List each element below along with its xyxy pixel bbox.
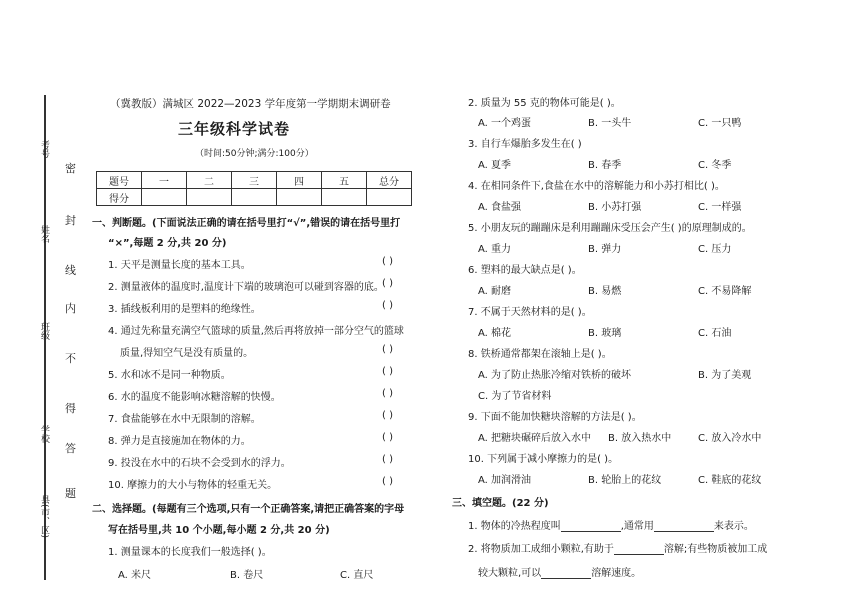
- seal-char: 题: [65, 487, 76, 500]
- mc-option[interactable]: A. 夏季: [478, 160, 512, 171]
- tf-item: 4. 通过先称量充满空气篮球的质量,然后再将放掉一部分空气的篮球: [108, 326, 404, 337]
- fill-text: 溶解;有些物质被加工成: [663, 544, 768, 555]
- section1-heading: 一、判断题。(下面说法正确的请在括号里打“√”,错误的请在括号里打: [92, 218, 401, 229]
- mc-question: 8. 铁桥通常都架在滚轴上是( )。: [468, 349, 612, 360]
- mc-option[interactable]: C. 直尺: [340, 570, 374, 581]
- name-label: 姓名: [39, 225, 49, 243]
- mc-question: 1. 测量课本的长度我们一般选择( )。: [108, 547, 272, 558]
- mc-option[interactable]: A. 为了防止热胀冷缩对铁桥的破坏: [478, 370, 632, 381]
- mc-question: 7. 不属于天然材料的是( )。: [468, 307, 592, 318]
- mc-option[interactable]: A. 食盐强: [478, 202, 522, 213]
- fill-text: 溶解速度。: [591, 568, 642, 579]
- fill-text: 较大颗粒,可以: [478, 568, 542, 579]
- mc-option[interactable]: A. 耐磨: [478, 286, 512, 297]
- mc-option[interactable]: A. 重力: [478, 244, 512, 255]
- mc-question: 5. 小朋友玩的蹦蹦床是利用蹦蹦床受压会产生( )的原理制成的。: [468, 223, 752, 234]
- mc-question: 10. 下列属于减小摩擦力的是( )。: [468, 454, 619, 465]
- mc-option[interactable]: B. 春季: [588, 160, 622, 171]
- fill-blank[interactable]: [541, 568, 591, 579]
- mc-option[interactable]: C. 为了节省材料: [478, 391, 552, 402]
- tf-item: 3. 插线板利用的是塑料的绝缘性。: [108, 304, 261, 315]
- seal-char: 答: [65, 442, 76, 455]
- tf-item: 1. 天平是测量长度的基本工具。: [108, 260, 251, 271]
- seal-char: 得: [65, 402, 76, 415]
- page-title: 三年级科学试卷: [178, 120, 291, 138]
- score-cell[interactable]: [277, 189, 322, 206]
- mc-option[interactable]: C. 一样强: [698, 202, 742, 213]
- score-header: 题号: [97, 172, 142, 189]
- tf-item: 7. 食盐能够在水中无限制的溶解。: [108, 414, 261, 425]
- mc-option[interactable]: A. 米尺: [118, 570, 152, 581]
- mc-option[interactable]: B. 玻璃: [588, 328, 622, 339]
- mc-option[interactable]: C. 鞋底的花纹: [698, 475, 762, 486]
- answer-paren[interactable]: ( ): [382, 366, 393, 377]
- answer-paren[interactable]: ( ): [382, 432, 393, 443]
- time-info: （时间:50分钟;满分:100分）: [195, 149, 314, 159]
- section2-heading: 二、选择题。(每题有三个选项,只有一个正确答案,请把正确答案的字母: [92, 504, 405, 515]
- mc-option[interactable]: A. 棉花: [478, 328, 512, 339]
- score-label: 得分: [97, 189, 142, 206]
- fill-question: [468, 517, 754, 532]
- tf-item: 质量,得知空气是没有质量的。: [120, 348, 254, 359]
- seal-char: 线: [65, 264, 76, 277]
- answer-paren[interactable]: ( ): [382, 300, 393, 311]
- score-header: 一: [142, 172, 187, 189]
- mc-option[interactable]: B. 一头牛: [588, 118, 632, 129]
- mc-option[interactable]: C. 压力: [698, 244, 732, 255]
- tf-item: 8. 弹力是直接施加在物体的力。: [108, 436, 251, 447]
- mc-option[interactable]: B. 为了美观: [698, 370, 752, 381]
- answer-paren[interactable]: ( ): [382, 476, 393, 487]
- mc-question: 3. 自行车爆胎多发生在( ): [468, 139, 582, 150]
- answer-paren[interactable]: ( ): [382, 454, 393, 465]
- score-cell[interactable]: [322, 189, 367, 206]
- seal-char: 内: [65, 302, 76, 315]
- exam-no-label: 考号: [39, 140, 49, 158]
- mc-question: 9. 下面不能加快糖块溶解的方法是( )。: [468, 412, 642, 423]
- section2-heading2: 写在括号里,共 10 个小题,每小题 2 分,共 20 分): [108, 525, 330, 536]
- seal-char: 封: [65, 214, 76, 227]
- school-label: 学校: [39, 425, 49, 443]
- answer-paren[interactable]: ( ): [382, 344, 393, 355]
- score-table: [96, 171, 412, 206]
- tf-item: 10. 摩擦力的大小与物体的轻重无关。: [108, 480, 278, 491]
- fill-blank[interactable]: [654, 521, 714, 532]
- tf-item: 5. 水和冰不是同一种物质。: [108, 370, 231, 381]
- fill-text: 1. 物体的冷热程度叫: [468, 521, 561, 532]
- district-label: 县(市、区): [39, 495, 49, 539]
- fill-question: [468, 540, 767, 555]
- mc-option[interactable]: B. 易燃: [588, 286, 622, 297]
- fill-text: 2. 将物质加工成细小颗粒,有助于: [468, 544, 614, 555]
- score-header: 总分: [367, 172, 412, 189]
- mc-option[interactable]: A. 一个鸡蛋: [478, 118, 532, 129]
- mc-question: 6. 塑料的最大缺点是( )。: [468, 265, 582, 276]
- section1-heading2: “×”,每题 2 分,共 20 分): [108, 238, 227, 249]
- mc-question: 4. 在相同条件下,食盐在水中的溶解能力和小苏打相比( )。: [468, 181, 725, 192]
- mc-option[interactable]: A. 加润滑油: [478, 475, 532, 486]
- mc-option[interactable]: B. 卷尺: [230, 570, 264, 581]
- answer-paren[interactable]: ( ): [382, 278, 393, 289]
- score-cell[interactable]: [232, 189, 277, 206]
- mc-option[interactable]: B. 轮胎上的花纹: [588, 475, 662, 486]
- score-cell[interactable]: [187, 189, 232, 206]
- fill-blank[interactable]: [614, 544, 664, 555]
- section3-heading: 三、填空题。(22 分): [452, 498, 549, 509]
- fill-text: 来表示。: [713, 521, 754, 532]
- score-cell[interactable]: [367, 189, 412, 206]
- mc-question: 2. 质量为 55 克的物体可能是( )。: [468, 98, 621, 109]
- mc-option[interactable]: C. 石油: [698, 328, 732, 339]
- class-label: 班级: [39, 322, 49, 340]
- score-header: 四: [277, 172, 322, 189]
- mc-option[interactable]: C. 放入冷水中: [698, 433, 762, 444]
- seal-char: 不: [65, 352, 76, 365]
- mc-option[interactable]: C. 冬季: [698, 160, 732, 171]
- tf-item: 6. 水的温度不能影响冰糖溶解的快慢。: [108, 392, 281, 403]
- fill-text: ,通常用: [620, 521, 654, 532]
- answer-paren[interactable]: ( ): [382, 410, 393, 421]
- tf-item: 2. 测量液体的温度时,温度计下端的玻璃泡可以碰到容器的底。: [108, 282, 384, 293]
- answer-paren[interactable]: ( ): [382, 256, 393, 267]
- score-cell[interactable]: [142, 189, 187, 206]
- answer-paren[interactable]: ( ): [382, 388, 393, 399]
- mc-option[interactable]: C. 不易降解: [698, 286, 752, 297]
- score-header: 五: [322, 172, 367, 189]
- fill-blank[interactable]: [561, 521, 621, 532]
- fill-question: [478, 564, 641, 579]
- mc-option[interactable]: B. 放入热水中: [608, 433, 672, 444]
- tf-item: 9. 投没在水中的石块不会受到水的浮力。: [108, 458, 291, 469]
- mc-option[interactable]: B. 弹力: [588, 244, 622, 255]
- mc-option[interactable]: C. 一只鸭: [698, 118, 742, 129]
- mc-option[interactable]: A. 把糖块碾碎后放入水中: [478, 433, 592, 444]
- exam-header: （冀教版）满城区 2022—2023 学年度第一学期期末调研卷: [110, 98, 391, 110]
- score-header: 三: [232, 172, 277, 189]
- score-header: 二: [187, 172, 232, 189]
- mc-option[interactable]: B. 小苏打强: [588, 202, 642, 213]
- seal-char: 密: [65, 162, 76, 175]
